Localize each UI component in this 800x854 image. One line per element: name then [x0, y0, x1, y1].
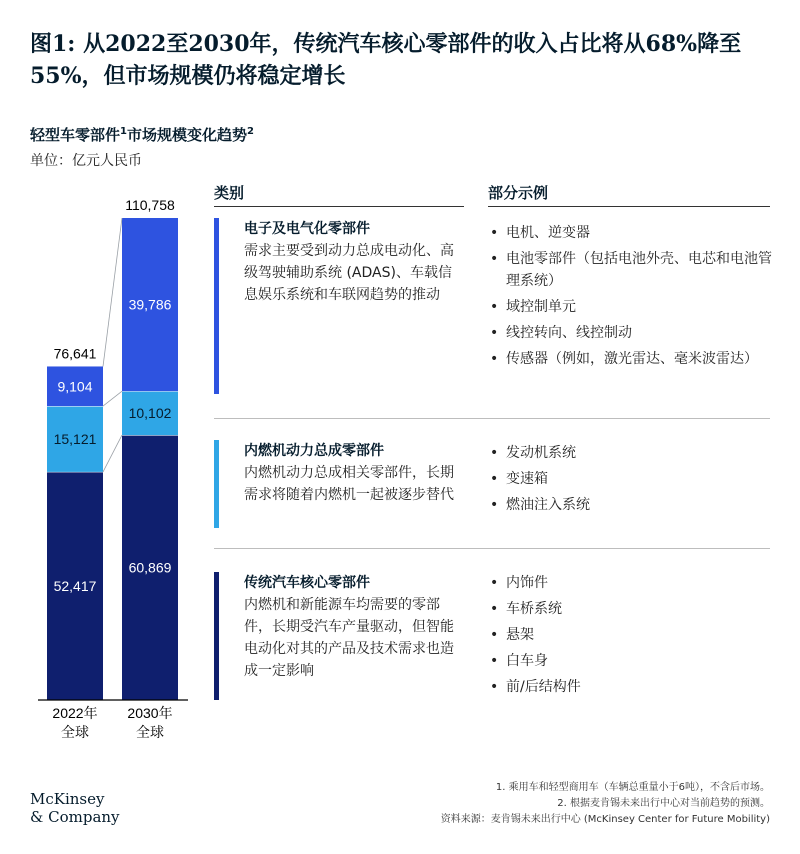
- chart-subtitle: 轻型车零部件$^1$市场规模变化趋势$^2$: [30, 126, 254, 144]
- connector-line: [103, 218, 122, 366]
- column-header-category: 类别: [214, 184, 245, 202]
- category-accent-bar: [214, 572, 219, 700]
- category-description: 内燃机动力总成相关零部件，长期需求将随着内燃机一起被逐步替代: [244, 465, 454, 503]
- page-title: 图1: 从2022至2030年，传统汽车核心零部件的收入占比将从68%降至55%，但市场规模仍将稳定增长: [30, 31, 742, 89]
- bar-value-label: 52,417: [53, 577, 97, 594]
- header-rule-left: [214, 206, 464, 207]
- stacked-bar-chart: [0, 0, 210, 760]
- category-label: 2022年: [52, 705, 98, 721]
- example-item: • 电机、逆变器: [488, 222, 778, 244]
- example-item: • 电池零部件（包括电池外壳、电芯和电池管理系统）: [488, 248, 778, 292]
- category-title: 传统汽车核心零部件: [244, 575, 370, 591]
- example-item: • 域控制单元: [488, 296, 778, 318]
- example-item: • 燃油注入系统: [488, 494, 778, 516]
- row-divider: [214, 418, 770, 419]
- source-note: 资料来源：麦肯锡未来出行中心 (McKinsey Center for Future Mobility): [440, 814, 770, 825]
- examples-list-ice: [488, 442, 778, 520]
- footnote-2: 2. 根据麦肯锡未来出行中心对当前趋势的预测。: [557, 798, 770, 809]
- unit-label: 单位：亿元人民币: [30, 153, 142, 169]
- category-title: 内燃机动力总成零部件: [244, 443, 384, 459]
- example-item: • 车桥系统: [488, 598, 778, 620]
- bar-value-label: 9,104: [57, 378, 93, 395]
- example-item: • 变速箱: [488, 468, 778, 490]
- category-description: 内燃机和新能源车均需要的零部件，长期受汽车产量驱动，但智能电动化对其的产品及技术需求也造成一定影响: [244, 597, 454, 679]
- category-accent-bar: [214, 440, 219, 528]
- mckinsey-logo: McKinsey & Company: [30, 790, 120, 826]
- category-label: 全球: [136, 724, 164, 740]
- row-divider: [214, 548, 770, 549]
- bar-total-label: 76,641: [53, 345, 97, 362]
- bar-value-label: 15,121: [53, 430, 97, 447]
- category-title: 电子及电气化零部件: [244, 221, 370, 237]
- bar-value-label: 60,869: [128, 559, 172, 576]
- example-item: • 内饰件: [488, 572, 778, 594]
- connector-line: [103, 391, 122, 406]
- column-header-examples: 部分示例: [488, 184, 549, 202]
- examples-list-electronic: [488, 222, 778, 374]
- examples-list-traditional: [488, 572, 778, 702]
- example-item: • 发动机系统: [488, 442, 778, 464]
- category-label: 2030年: [127, 705, 173, 721]
- header-rule-right: [488, 206, 770, 207]
- category-label: 全球: [61, 724, 89, 740]
- bar-value-label: 39,786: [128, 296, 172, 313]
- example-item: • 线控转向、线控制动: [488, 322, 778, 344]
- connector-line: [103, 435, 122, 472]
- category-description: 需求主要受到动力总成电动化、高级驾驶辅助系统 (ADAS)、车载信息娱乐系统和车联网趋势的推动: [244, 243, 454, 303]
- category-electronic: [214, 218, 464, 394]
- bar-value-label: 10,102: [128, 405, 172, 422]
- example-item: • 白车身: [488, 650, 778, 672]
- example-item: • 悬架: [488, 624, 778, 646]
- category-traditional-core: [214, 572, 464, 700]
- category-accent-bar: [214, 218, 219, 394]
- footnote-1: 1. 乘用车和轻型商用车（车辆总重量小于6吨），不含后市场。: [495, 782, 770, 793]
- example-item: • 传感器（例如，激光雷达、毫米波雷达）: [488, 348, 778, 370]
- footnotes: [441, 780, 770, 828]
- bar-total-label: 110,758: [125, 197, 175, 214]
- example-item: • 前/后结构件: [488, 676, 778, 698]
- category-ice-powertrain: [214, 440, 464, 528]
